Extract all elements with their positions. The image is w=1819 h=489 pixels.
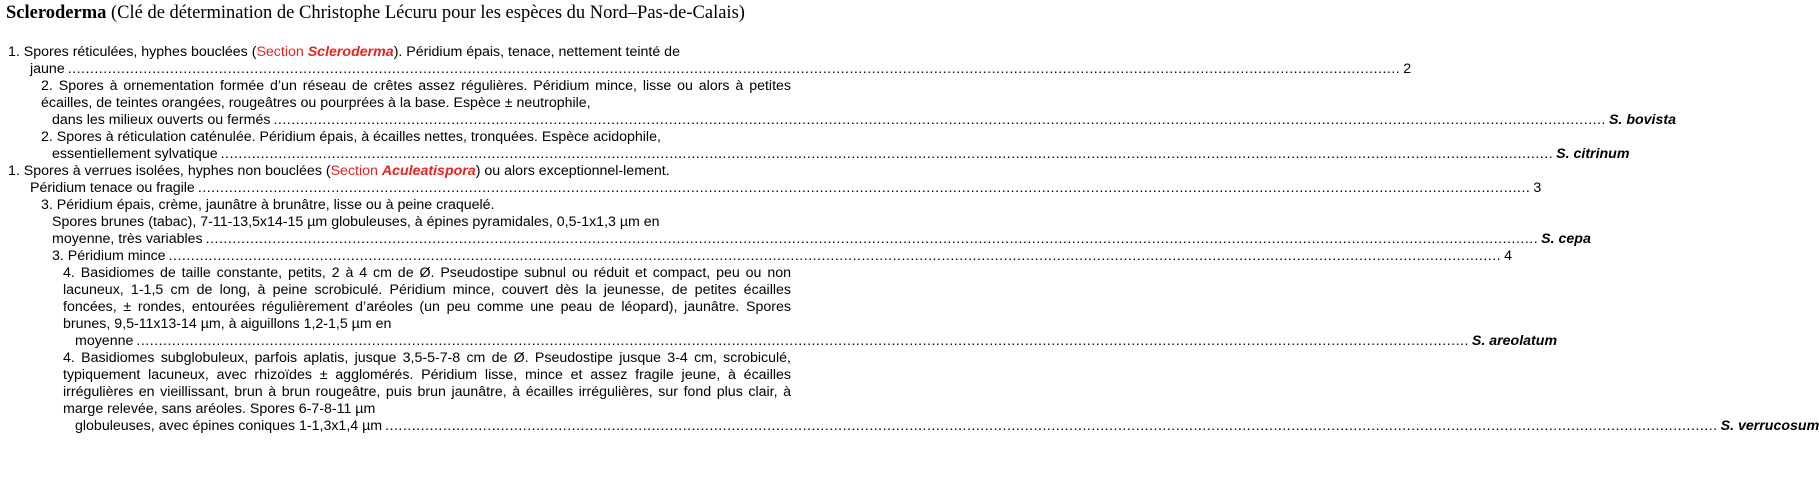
species-name: S. areolatum — [1471, 333, 1558, 349]
key-lead-4b — [75, 418, 1819, 435]
entry-number: 4. — [63, 265, 75, 281]
section-name: Aculeatispora — [381, 163, 476, 179]
species-name: S. cepa — [1541, 231, 1591, 247]
leader-dots: ............................................................................................................................................................................................................................................................................................................ — [136, 333, 1469, 349]
entry-number: 4. — [63, 350, 75, 366]
title-genus: Scleroderma — [6, 3, 107, 23]
entry-number: 3. — [52, 248, 64, 264]
section-name: Scleroderma — [307, 44, 394, 60]
identification-key — [0, 44, 1819, 435]
entry-text: Spores à réticulation caténulée. Péridium épais, à écailles nettes, tronquées. Espèce acidophile, — [56, 129, 661, 145]
key-entry-1b — [8, 163, 791, 180]
key-lead-1a — [30, 61, 1412, 78]
key-entry-4b — [63, 350, 791, 418]
section-reference — [256, 44, 393, 60]
entry-text-cont: ) ou alors exceptionnel-lement. — [475, 163, 670, 179]
lead-text: globuleuses, avec épines coniques 1-1,3x1,4 µm — [75, 418, 383, 434]
leader-dots: ............................................................................................................................................................................................................................................................................................................ — [205, 231, 1539, 247]
entry-number: 3. — [41, 197, 53, 213]
section-reference — [331, 163, 476, 179]
entry-number: 2. — [41, 129, 53, 145]
key-lead-2a — [52, 112, 1676, 129]
entry-text: Basidiomes subglobuleux, parfois aplatis, jusque 3,5-5-7-8 cm de Ø. Pseudostipe jusque 3-4 cm, scrobiculé, typiquement lacuneux, avec rhizoïdes ± agglomérés. Péridium lisse, mince et assez fragile jeune, à écailles irrégulières en vieillissant, brun à brun rougeâtre, puis brun jaunâtre, à écailles irrégulières, sur fond plus clair, à marge relevée, sans aréoles. Spores 6-7-8-11 µm — [63, 350, 791, 417]
lead-text: moyenne, très variables — [52, 231, 203, 247]
lead-text: dans les milieux ouverts ou fermés — [52, 112, 271, 128]
entry-text: Spores brunes (tabac), 7-11-13,5x14-15 µm globuleuses, à épines pyramidales, 0,5-1x1,3 µm en — [52, 214, 660, 230]
entry-number: 1. — [8, 44, 20, 60]
species-name: S. bovista — [1608, 112, 1676, 128]
lead-target: 2 — [1403, 61, 1412, 77]
key-entry-1a — [8, 44, 791, 61]
key-lead-3a — [52, 231, 1591, 248]
entry-text: Spores réticulées, hyphes bouclées ( — [23, 44, 257, 60]
entry-number: 1. — [8, 163, 20, 179]
leader-dots: ............................................................................................................................................................................................................................................................................................................ — [67, 61, 1401, 77]
lead-text: moyenne — [75, 333, 134, 349]
leader-dots: ............................................................................................................................................................................................................................................................................................................ — [168, 248, 1502, 264]
entry-number: 2. — [41, 78, 53, 94]
title-description: (Clé de détermination de Christophe Lécuru pour les espèces du Nord–Pas-de-Calais) — [106, 3, 745, 23]
leader-dots: ............................................................................................................................................................................................................................................................................................................ — [385, 418, 1718, 434]
leader-dots: ............................................................................................................................................................................................................................................................................................................ — [197, 180, 1531, 196]
lead-text: Péridium mince — [67, 248, 166, 264]
key-entry-3a — [41, 197, 791, 214]
entry-text: Péridium épais, crème, jaunâtre à brunâtre, lisse ou à peine craquelé. — [56, 197, 495, 213]
key-lead-3b — [52, 248, 1512, 265]
leader-dots: ............................................................................................................................................................................................................................................................................................................ — [273, 112, 1606, 128]
entry-text: Spores à verrues isolées, hyphes non bouclées ( — [23, 163, 331, 179]
key-entry-2b — [41, 129, 791, 146]
key-entry-3a-spores — [52, 214, 791, 231]
section-label: Section — [330, 163, 382, 179]
species-name: S. citrinum — [1556, 146, 1630, 162]
lead-target: 3 — [1533, 180, 1542, 196]
section-label: Section — [256, 44, 308, 60]
lead-text: essentiellement sylvatique — [52, 146, 218, 162]
lead-text: Péridium tenace ou fragile — [30, 180, 195, 196]
leader-dots: ............................................................................................................................................................................................................................................................................................................ — [220, 146, 1554, 162]
key-entry-2a — [41, 78, 791, 112]
entry-text: Spores à ornementation formée d’un réseau de crêtes assez régulières. Péridium mince, lisse ou alors à petites écailles, de teintes orangées, rougeâtres ou pourprées à la base. Espèce ± neutrophile, — [41, 78, 792, 111]
page-title — [6, 2, 796, 24]
entry-text: Basidiomes de taille constante, petits, 2 à 4 cm de Ø. Pseudostipe subnul ou réduit et compact, peu ou non lacuneux, 1-1,5 cm de long, à peine scrobiculé. Péridium mince, couvert dès la jeunesse, de petites écailles foncées, ± rondes, entourées régulièrement d’aréoles (un peu comme une peau de léopard), jaunâtre. Spores brunes, 9,5-11x13-14 µm, à aiguillons 1,2-1,5 µm en — [63, 265, 791, 332]
species-name: S. verrucosum — [1720, 418, 1819, 434]
key-lead-1b — [30, 180, 1542, 197]
key-lead-4a — [75, 333, 1558, 350]
lead-text: jaune — [30, 61, 65, 77]
lead-target: 4 — [1504, 248, 1512, 264]
entry-text-cont: ). Péridium épais, tenace, nettement teinté de — [393, 44, 680, 60]
key-lead-2b — [52, 146, 1630, 163]
key-entry-4a — [63, 265, 791, 333]
